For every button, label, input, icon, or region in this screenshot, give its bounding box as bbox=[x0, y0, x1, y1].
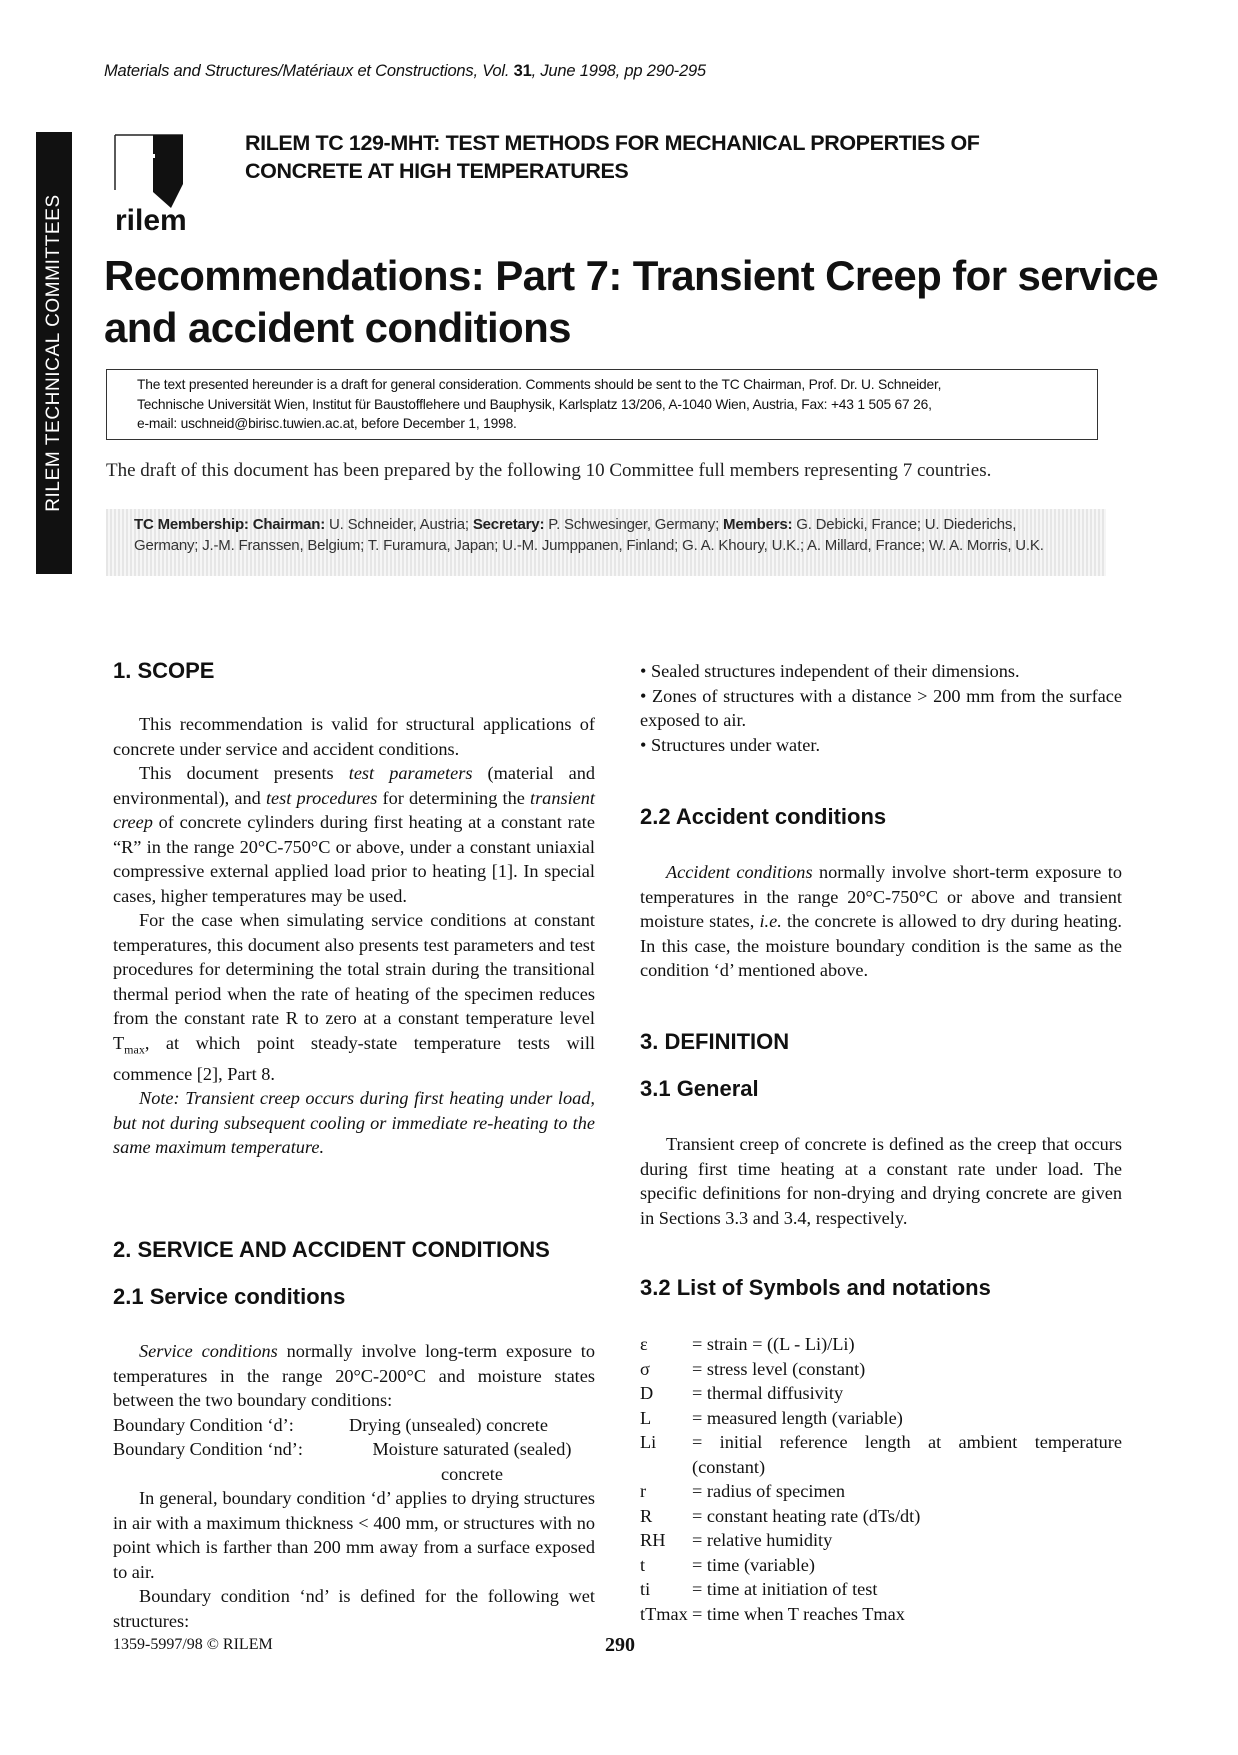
scope-paragraph-1: This recommendation is valid for structural applications of concrete under service and accident conditions. bbox=[113, 714, 595, 759]
membership-label: TC Membership: bbox=[134, 516, 249, 533]
draft-line-3: e-mail: uschneid@birisc.tuwien.ac.at, before December 1, 1998. bbox=[137, 416, 517, 431]
accident-paragraph: Accident conditions normally involve short-term exposure to temperatures in the range 20°C-750°C or above and transient moisture states, i.e. the concrete is allowed to dry during heating. In this case, the moisture boundary condition is the same as the condition ‘d’ mentioned above. bbox=[640, 862, 1122, 980]
service-paragraph-1: Service conditions normally involve long-term exposure to temperatures in the range 20°C-200°C and moisture states between the two boundary conditions: bbox=[113, 1341, 595, 1410]
journal-vol-prefix: , Vol. bbox=[473, 62, 514, 80]
list-item: • Sealed structures independent of their dimensions. bbox=[640, 661, 1020, 681]
copyright: 1359-5997/98 © RILEM bbox=[113, 1636, 273, 1653]
symbol: Li bbox=[640, 1432, 657, 1452]
symbol-row bbox=[640, 1381, 1122, 1406]
service-conditions-heading: 2.1 Service conditions bbox=[113, 1284, 346, 1309]
service-paragraph-3: Boundary condition ‘nd’ is defined for the following wet structures: bbox=[113, 1586, 595, 1631]
symbol-row bbox=[640, 1430, 1122, 1477]
symbol-row bbox=[640, 1406, 1122, 1431]
symbol-row bbox=[640, 1577, 1122, 1602]
symbol-definition: = relative humidity bbox=[692, 1530, 833, 1550]
symbol-row bbox=[640, 1553, 1122, 1578]
page-title: Recommendations: Part 7: Transient Creep for service and accident conditions bbox=[104, 252, 1159, 351]
symbol-definition: = stress level (constant) bbox=[692, 1358, 866, 1379]
journal-volume: 31 bbox=[513, 62, 532, 80]
chairman-label: Chairman: bbox=[252, 516, 326, 533]
symbol-row bbox=[640, 1528, 1122, 1553]
symbol-definition: = constant heating rate (dTs/dt) bbox=[692, 1505, 921, 1526]
committee-title: RILEM TC 129-MHT: TEST METHODS FOR MECHANICAL PROPERTIES OF CONCRETE AT HIGH TEMPERATURES bbox=[245, 131, 980, 183]
journal-date-pages: , June 1998, pp 290-295 bbox=[531, 62, 706, 80]
tc-membership-box bbox=[106, 509, 1106, 576]
symbols-heading: 3.2 List of Symbols and notations bbox=[640, 1275, 991, 1300]
symbol-definition: = time when T reaches Tmax bbox=[692, 1603, 905, 1624]
draft-line-1: The text presented hereunder is a draft for general consideration. Comments should be sent to the TC Chairman, Prof. Dr. U. Schneider, bbox=[137, 377, 942, 392]
symbol-row bbox=[640, 1332, 1122, 1357]
logo-wordmark: rilem bbox=[115, 204, 187, 236]
symbol: t bbox=[640, 1554, 646, 1575]
accident-section bbox=[640, 860, 1122, 983]
symbol-definition: = thermal diffusivity bbox=[692, 1383, 844, 1403]
symbol: RH bbox=[640, 1530, 666, 1550]
secretary-label: Secretary: bbox=[472, 516, 545, 533]
definition-heading: 3. DEFINITION bbox=[640, 1029, 790, 1054]
symbol: σ bbox=[640, 1358, 650, 1379]
symbol-definition: = time at initiation of test bbox=[692, 1579, 878, 1599]
rilem-logo bbox=[113, 132, 201, 236]
symbol-definition: = measured length (variable) bbox=[692, 1407, 903, 1428]
service-accident-heading: 2. SERVICE AND ACCIDENT CONDITIONS bbox=[113, 1237, 550, 1262]
symbol: R bbox=[640, 1505, 653, 1526]
symbol-definition: = strain = ((L - Li)/Li) bbox=[692, 1334, 855, 1354]
draft-line-2: Technische Universität Wien, Institut für Baustofflehere und Bauphysik, Karlsplatz 13/206, A-1040 Wien, Austria, Fax: +43 1 505 67 26, bbox=[137, 396, 932, 412]
members-line-2: Germany; J.-M. Franssen, Belgium; T. Furamura, Japan; U.-M. Jumppanen, Finland; G. A. Khoury, U.K.; A. Millard, France; W. A. Morris, U.K. bbox=[134, 536, 1044, 554]
symbol-definition: = radius of specimen bbox=[692, 1481, 845, 1501]
list-item: • Zones of structures with a distance > 200 mm from the surface exposed to air. bbox=[640, 685, 1122, 730]
general-section bbox=[640, 1132, 1122, 1230]
symbol: D bbox=[640, 1383, 654, 1403]
boundary-condition-d: Boundary Condition ‘d’: Drying (unsealed) concrete bbox=[113, 1414, 548, 1435]
list-item: • Structures under water. bbox=[640, 734, 821, 755]
members-label: Members: bbox=[723, 516, 793, 533]
scope-note: Note: Transient creep occurs during first heating under load, but not during subsequent cooling or immediate re-heating to the same maximum temperature. bbox=[113, 1088, 595, 1158]
chairman-name: U. Schneider, Austria; bbox=[329, 516, 469, 533]
symbol-row bbox=[640, 1479, 1122, 1504]
symbol: ε bbox=[640, 1334, 648, 1354]
symbol: L bbox=[640, 1407, 652, 1428]
service-paragraph-2: In general, boundary condition ‘d’ applies to drying structures in air with a maximum thickness < 400 mm, or structures with no point which is farther than 200 mm away from a surface exposed to air. bbox=[113, 1488, 595, 1582]
symbol-definition: = time (variable) bbox=[692, 1554, 815, 1575]
scope-paragraph-2: This document presents test parameters (material and environmental), and test procedures for determining the transient creep of concrete cylinders during first heating at a constant rate “R” in the range 20°C-750°C or above, under a constant uniaxial compressive external applied load prior to heating [1]. In special cases, higher temperatures may be used. bbox=[113, 763, 596, 906]
scope-section bbox=[113, 712, 595, 1160]
symbol: tTmax bbox=[640, 1603, 688, 1624]
wet-structures-list bbox=[640, 659, 1122, 757]
sidebar-banner bbox=[36, 132, 72, 574]
boundary-condition-nd: Boundary Condition ‘nd’: Moisture saturated (sealed) concrete bbox=[113, 1439, 572, 1484]
service-section bbox=[113, 1339, 595, 1633]
page-number: 290 bbox=[605, 1634, 635, 1656]
general-heading: 3.1 General bbox=[640, 1076, 759, 1101]
accident-conditions-heading: 2.2 Accident conditions bbox=[640, 804, 887, 829]
general-paragraph: Transient creep of concrete is defined as the creep that occurs during first time heating at a constant rate under load. The specific definitions for non-drying and drying concrete are given in Sections 3.3 and 3.4, respectively. bbox=[640, 1134, 1122, 1228]
secretary-name: P. Schwesinger, Germany; bbox=[548, 516, 720, 533]
symbol: ti bbox=[640, 1579, 651, 1599]
symbol: r bbox=[640, 1481, 647, 1501]
prepared-by-statement: The draft of this document has been prepared by the following 10 Committee full members representing 7 countries. bbox=[106, 460, 992, 481]
scope-heading: 1. SCOPE bbox=[113, 658, 215, 683]
scope-paragraph-3: For the case when simulating service conditions at constant temperatures, this document also presents test parameters and test procedures for determining the total strain during the transitional thermal period when the rate of heating of the specimen reduces from the constant rate R to zero at a constant temperature level $T_{max}$, at which point steady-state temperature tests will commence [2], Part 8. bbox=[113, 910, 595, 1084]
members-line-1: G. Debicki, France; U. Diederichs, bbox=[796, 516, 1017, 533]
symbol-row bbox=[640, 1504, 1122, 1529]
journal-name: Materials and Structures/Matériaux et Constructions bbox=[104, 62, 474, 80]
sidebar-label: RILEM TECHNICAL COMMITTEES bbox=[43, 194, 64, 512]
journal-citation bbox=[104, 62, 706, 81]
symbol-row bbox=[640, 1602, 1122, 1627]
symbol-definition: = initial reference length at ambient temperature (constant) bbox=[692, 1432, 1122, 1477]
symbol-row bbox=[640, 1357, 1122, 1382]
draft-notice-box bbox=[106, 369, 1098, 440]
